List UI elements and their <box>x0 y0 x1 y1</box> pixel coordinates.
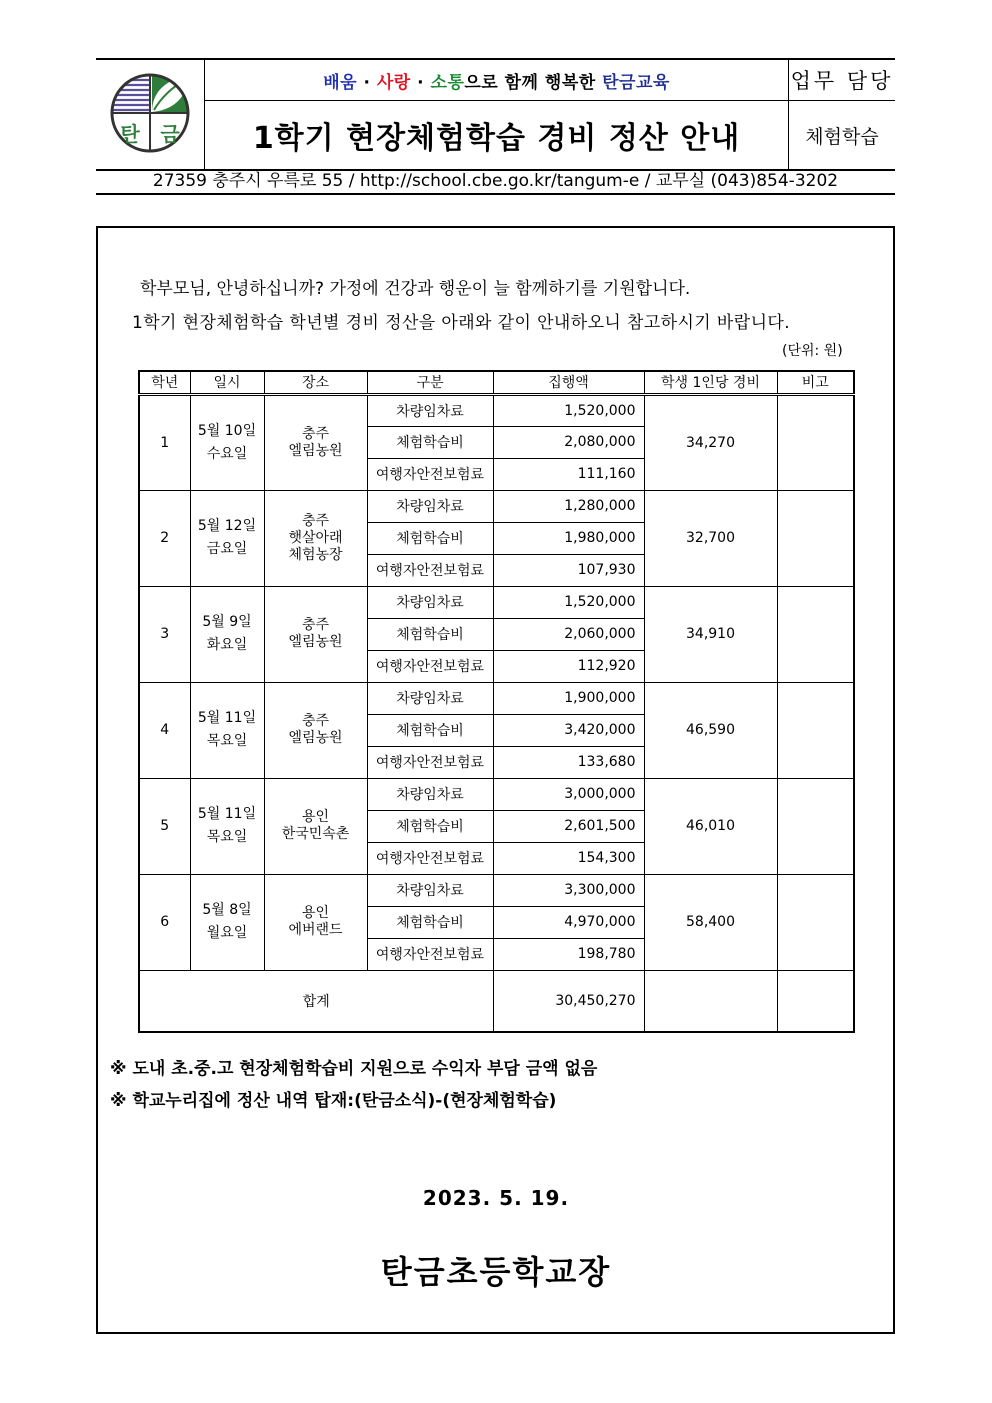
amount-cell: 1,980,000 <box>493 522 644 554</box>
place-region: 용인 <box>301 905 330 921</box>
per-student-cell: 34,910 <box>644 586 777 682</box>
address-bar: 27359 충주시 우륵로 55 / http://school.cbe.go.kr/tangum-e / 교무실 (043)854-3202 <box>96 169 895 195</box>
category-cell: 차량임차료 <box>367 490 493 522</box>
table-row <box>139 586 854 618</box>
intro-line: 1학기 현장체험학습 학년별 경비 정산을 아래와 같이 안내하오니 참고하시기 바랍니다. <box>132 313 791 333</box>
category-cell: 차량임차료 <box>367 682 493 714</box>
slogan-word-communication: 소통 <box>430 72 465 93</box>
place-cell <box>264 778 367 874</box>
place-name: 엘림농원 <box>288 634 343 650</box>
title-cell <box>205 101 789 171</box>
unit-label: (단위: 원) <box>782 343 843 359</box>
school-logo-cell <box>96 59 205 170</box>
slogan-word-learning: 배움 <box>323 72 358 93</box>
category-cell: 차량임차료 <box>367 394 493 426</box>
total-label: 합계 <box>139 970 493 1032</box>
note-cell <box>777 778 854 874</box>
amount-cell: 2,601,500 <box>493 810 644 842</box>
category-cell: 체험학습비 <box>367 714 493 746</box>
day-text: 월요일 <box>206 925 248 941</box>
amount-cell: 4,970,000 <box>493 906 644 938</box>
date-text: 5월 11일 <box>197 710 257 726</box>
duty-value-cell <box>789 101 896 171</box>
place-name: 에버랜드 <box>288 922 343 938</box>
date-text: 5월 12일 <box>197 518 257 534</box>
grade-cell: 6 <box>139 874 190 970</box>
header-date: 일시 <box>190 371 264 394</box>
place-cell <box>264 682 367 778</box>
date-cell <box>190 682 264 778</box>
category-cell: 체험학습비 <box>367 426 493 458</box>
category-cell: 차량임차료 <box>367 874 493 906</box>
amount-cell: 198,780 <box>493 938 644 970</box>
note-cell <box>777 394 854 490</box>
date-cell <box>190 586 264 682</box>
amount-cell: 3,420,000 <box>493 714 644 746</box>
place-name: 햇살아래 <box>288 529 343 546</box>
place-cell <box>264 874 367 970</box>
slogan-word-love: 사랑 <box>376 72 411 93</box>
total-amount: 30,450,270 <box>493 970 644 1032</box>
duty-label-cell <box>789 59 896 101</box>
slogan-separator: · <box>357 72 377 93</box>
place-region: 충주 <box>301 617 330 633</box>
slogan-word-education: 탄금교육 <box>602 72 670 93</box>
school-principal: 탄금초등학교장 <box>380 1253 612 1291</box>
note-cell <box>777 490 854 586</box>
document-title: 1학기 현장체험학습 경비 정산 안내 <box>252 121 741 156</box>
note-cell <box>777 682 854 778</box>
amount-cell: 107,930 <box>493 554 644 586</box>
place-name-2: 체험농장 <box>288 546 343 563</box>
table-row <box>139 874 854 906</box>
date-text: 5월 11일 <box>197 806 257 822</box>
date-cell <box>190 778 264 874</box>
category-cell: 체험학습비 <box>367 810 493 842</box>
category-cell: 여행자안전보험료 <box>367 650 493 682</box>
amount-cell: 1,280,000 <box>493 490 644 522</box>
amount-cell: 112,920 <box>493 650 644 682</box>
slogan-separator: · <box>410 72 431 93</box>
day-text: 금요일 <box>206 541 248 557</box>
category-cell: 체험학습비 <box>367 522 493 554</box>
date-cell <box>190 874 264 970</box>
note-homepage: ※ 학교누리집에 정산 내역 탑재:(탄금소식)-(현장체험학습) <box>110 1091 557 1111</box>
grade-cell: 3 <box>139 586 190 682</box>
per-student-cell: 58,400 <box>644 874 777 970</box>
header-grade: 학년 <box>139 371 190 394</box>
total-row <box>139 970 854 1032</box>
header-per-student: 학생 1인당 경비 <box>644 371 777 394</box>
issue-date: 2023. 5. 19. <box>422 1186 570 1210</box>
category-cell: 여행자안전보험료 <box>367 746 493 778</box>
slogan <box>323 73 670 93</box>
amount-cell: 3,300,000 <box>493 874 644 906</box>
duty-label: 업무 담당 <box>790 69 894 93</box>
total-note <box>777 970 854 1032</box>
per-student-cell: 46,590 <box>644 682 777 778</box>
place-region: 충주 <box>301 713 330 729</box>
category-cell: 차량임차료 <box>367 778 493 810</box>
day-text: 목요일 <box>206 733 248 749</box>
slogan-middle: 으로 함께 행복한 <box>464 72 603 93</box>
place-region: 충주 <box>301 512 330 529</box>
table-row <box>139 682 854 714</box>
amount-cell: 111,160 <box>493 458 644 490</box>
place-cell <box>264 586 367 682</box>
place-name: 엘림농원 <box>288 442 343 459</box>
amount-cell: 2,060,000 <box>493 618 644 650</box>
header-place: 장소 <box>264 371 367 394</box>
expense-table <box>138 370 855 1033</box>
place-name: 엘림농원 <box>288 730 343 746</box>
place-region: 용인 <box>301 809 330 825</box>
per-student-cell: 46,010 <box>644 778 777 874</box>
amount-cell: 1,520,000 <box>493 394 644 426</box>
table-row <box>139 490 854 522</box>
note-cell <box>777 586 854 682</box>
amount-cell: 3,000,000 <box>493 778 644 810</box>
date-text: 5월 8일 <box>202 902 252 918</box>
category-cell: 체험학습비 <box>367 906 493 938</box>
category-cell: 여행자안전보험료 <box>367 554 493 586</box>
amount-cell: 2,080,000 <box>493 426 644 458</box>
table-row <box>139 778 854 810</box>
date-cell <box>190 394 264 490</box>
amount-cell: 1,900,000 <box>493 682 644 714</box>
amount-cell: 154,300 <box>493 842 644 874</box>
category-cell: 체험학습비 <box>367 618 493 650</box>
day-text: 목요일 <box>206 829 248 845</box>
date-text: 5월 10일 <box>197 422 257 439</box>
grade-cell: 2 <box>139 490 190 586</box>
slogan-cell <box>205 59 789 101</box>
header-category: 구분 <box>367 371 493 394</box>
logo-char-2: 금 <box>160 121 180 146</box>
school-logo-icon <box>109 72 191 154</box>
letterhead <box>96 58 895 171</box>
category-cell: 여행자안전보험료 <box>367 842 493 874</box>
grade-cell: 5 <box>139 778 190 874</box>
greeting-line: 학부모님, 안녕하십니까? 가정에 건강과 행운이 늘 함께하기를 기원합니다. <box>140 279 691 299</box>
place-region: 충주 <box>301 425 330 442</box>
header-amount: 집행액 <box>493 371 644 394</box>
per-student-cell: 32,700 <box>644 490 777 586</box>
per-student-cell: 34,270 <box>644 394 777 490</box>
logo-char-1: 탄 <box>120 121 140 146</box>
note-funding: ※ 도내 초.중.고 현장체험학습비 지원으로 수익자 부담 금액 없음 <box>110 1059 598 1079</box>
amount-cell: 133,680 <box>493 746 644 778</box>
amount-cell: 1,520,000 <box>493 586 644 618</box>
place-cell <box>264 394 367 490</box>
duty-value: 체험학습 <box>805 125 879 148</box>
grade-cell: 1 <box>139 394 190 490</box>
header-note: 비고 <box>777 371 854 394</box>
note-cell <box>777 874 854 970</box>
day-text: 화요일 <box>206 637 248 653</box>
total-per-student <box>644 970 777 1032</box>
category-cell: 차량임차료 <box>367 586 493 618</box>
date-text: 5월 9일 <box>202 614 252 630</box>
category-cell: 여행자안전보험료 <box>367 458 493 490</box>
table-row <box>139 394 854 426</box>
place-cell <box>264 490 367 586</box>
date-cell <box>190 490 264 586</box>
day-text: 수요일 <box>206 445 248 462</box>
category-cell: 여행자안전보험료 <box>367 938 493 970</box>
table-header-row <box>139 371 854 394</box>
place-name: 한국민속촌 <box>281 826 350 842</box>
grade-cell: 4 <box>139 682 190 778</box>
